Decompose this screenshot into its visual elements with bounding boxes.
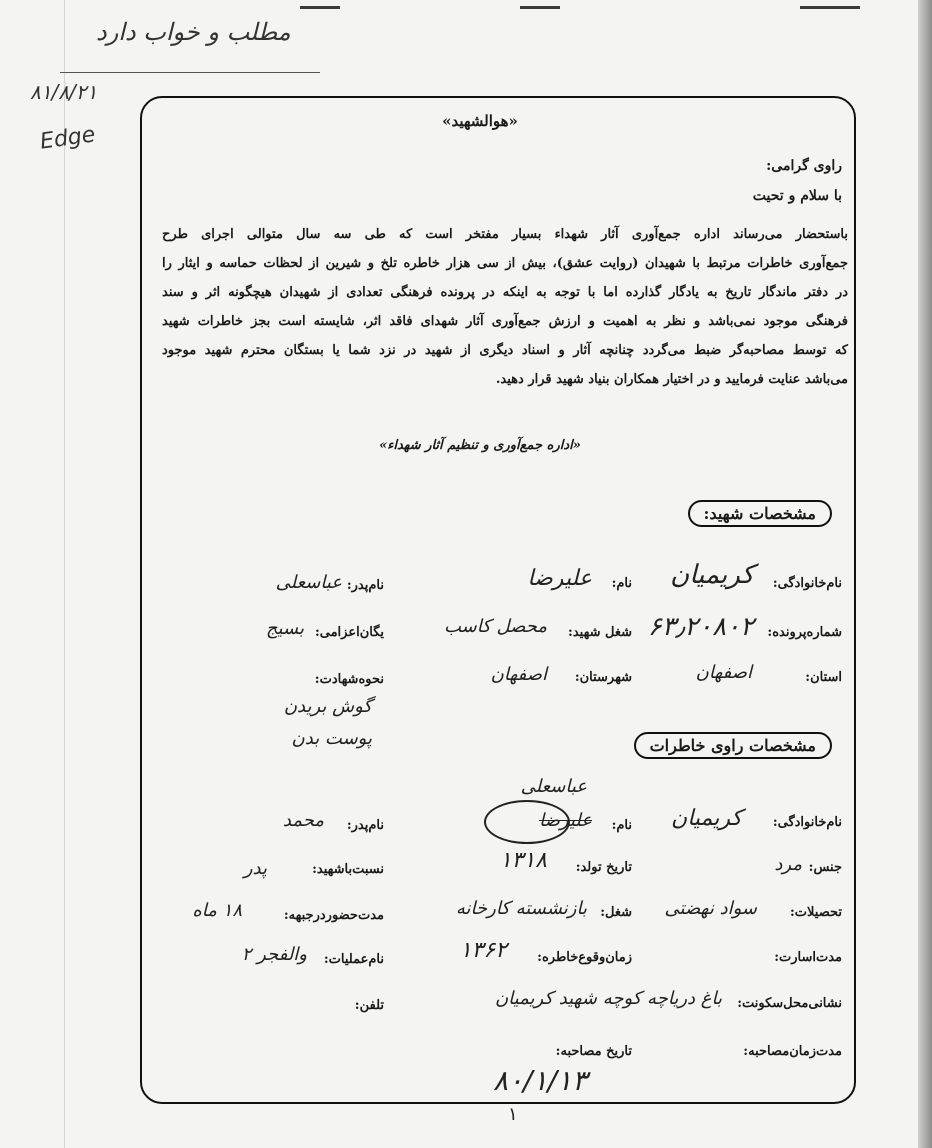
narrator-name-struck-value: علیرضا bbox=[539, 810, 592, 831]
margin-note-top: مطلب و خواب دارد bbox=[96, 18, 291, 46]
narrator-phone-label: تلفن: bbox=[354, 998, 384, 1013]
intro-paragraph bbox=[162, 220, 848, 394]
martyr-file-number-label: شماره‌پرونده: bbox=[767, 625, 842, 640]
narrator-job-label: شغل: bbox=[600, 905, 632, 920]
narrator-name-above-value: عباسعلی bbox=[520, 776, 587, 797]
martyr-file-number-value: ۶۳٫۲۰۸۰۲ bbox=[647, 612, 754, 642]
martyr-unit-label: یگان‌اعزامی: bbox=[314, 625, 384, 640]
narrator-interview-date-value: ۸۰/۱/۱۳ bbox=[492, 1064, 587, 1097]
paragraph-line: در دفتر ماندگار تاریخ به یادگار گذارده اما با توجه به اینکه در پرونده فرهنگی تعدادی از شهیدان هیچگونه اثر و سند bbox=[162, 285, 848, 300]
martyr-name-label: نام: bbox=[611, 576, 632, 591]
narrator-name-label: نام: bbox=[611, 818, 632, 833]
margin-initials: Edge bbox=[38, 122, 97, 155]
page-title: «هوالشهید» bbox=[442, 112, 518, 130]
narrator-section-heading: مشخصات راوی خاطرات bbox=[634, 732, 832, 759]
scanner-edge bbox=[918, 0, 932, 1148]
narrator-interview-date-label: تاریخ مصاحبه: bbox=[555, 1044, 632, 1059]
martyr-father-name-value: عباسعلی bbox=[275, 572, 342, 593]
top-scan-mark bbox=[520, 6, 560, 9]
martyr-martyrdom-type-value: پوست بدن bbox=[291, 728, 372, 749]
narrator-captivity-label: مدت‌اسارت: bbox=[774, 950, 842, 965]
martyr-name-value: علیرضا bbox=[527, 566, 592, 591]
salutation-line-2: با سلام و تحیت bbox=[752, 188, 842, 204]
narrator-father-name-value: محمد bbox=[282, 810, 324, 831]
page-fold-line bbox=[64, 0, 65, 1148]
top-scan-mark bbox=[800, 6, 860, 9]
paragraph-line: جمع‌آوری خاطرات مرتبط با شهیدان (روایت عشق)، بیش از سی هزار خاطره تلخ و شیرین از لحظات حماسه و ایثار را bbox=[162, 256, 848, 271]
martyr-province-label: استان: bbox=[805, 670, 842, 685]
martyr-martyrdom-type-label: نحوه‌شهادت: bbox=[314, 672, 384, 687]
narrator-family-name-label: نام‌خانوادگی: bbox=[772, 815, 842, 830]
martyr-family-name-label: نام‌خانوادگی: bbox=[772, 576, 842, 591]
margin-underline bbox=[60, 72, 320, 73]
narrator-front-duration-value: ۱۸ ماه bbox=[192, 900, 242, 921]
narrator-memory-time-value: ۱۳۶۲ bbox=[459, 938, 507, 963]
paragraph-line: که توسط مصاحبه‌گر ضبط می‌گردد چنانچه آثار و اسناد دیگری از شهید در نزد شما یا بستگان محترم شهید موجود bbox=[162, 343, 848, 358]
salutation-line-1: راوی گرامی: bbox=[766, 158, 842, 174]
narrator-education-value: سواد نهضتی bbox=[664, 898, 757, 919]
narrator-birth-date-value: ۱۳۱۸ bbox=[499, 848, 547, 873]
margin-date-note: ۸۱/۸/۲۱ bbox=[30, 80, 98, 104]
martyr-province-value: اصفهان bbox=[695, 662, 752, 683]
narrator-gender-value: مرد bbox=[774, 854, 802, 875]
narrator-gender-label: جنس: bbox=[808, 860, 842, 875]
narrator-front-duration-label: مدت‌حضور‌در‌جبهه: bbox=[283, 908, 384, 923]
name-circle-mark bbox=[484, 800, 570, 844]
martyr-martyrdom-type-value: گوش بریدن bbox=[283, 696, 372, 717]
martyr-father-name-label: نام‌پدر: bbox=[346, 578, 384, 593]
narrator-birth-date-label: تاریخ تولد: bbox=[575, 860, 632, 875]
martyr-occupation-label: شغل شهید: bbox=[568, 625, 632, 640]
narrator-address-label: نشانی‌محل‌سکونت: bbox=[737, 996, 842, 1011]
office-signature: «اداره جمع‌آوری و تنظیم آثار شهداء» bbox=[379, 438, 581, 453]
narrator-education-label: تحصیلات: bbox=[790, 905, 842, 920]
martyr-unit-value: بسیج bbox=[265, 618, 304, 639]
martyr-occupation-value: محصل کاسب bbox=[443, 616, 547, 637]
martyr-city-value: اصفهان bbox=[490, 664, 547, 685]
top-scan-mark bbox=[300, 6, 340, 9]
martyr-family-name-value: کریمیان bbox=[670, 560, 754, 590]
narrator-relation-value: پدر bbox=[243, 858, 267, 879]
martyr-section-heading: مشخصات شهید: bbox=[688, 500, 832, 527]
paragraph-line: باستحضار می‌رساند اداره جمع‌آوری آثار شهداء بسیار مفتخر است که طی سه سال متوالی اجرای طرح bbox=[162, 227, 848, 242]
narrator-father-name-label: نام‌پدر: bbox=[346, 818, 384, 833]
martyr-city-label: شهرستان: bbox=[574, 670, 632, 685]
narrator-operation-label: نام‌عملیات: bbox=[323, 952, 384, 967]
paragraph-line: فرهنگی موجود نمی‌باشد و نظر به اهمیت و ارزش جمع‌آوری آثار شهدای فاقد اثر، شایسته است بجز خاطرات شهید bbox=[162, 314, 848, 329]
narrator-address-value: باغ دریاچه کوچه شهید کریمیان bbox=[494, 988, 722, 1009]
page-number-mark: ۱ bbox=[508, 1104, 518, 1125]
paragraph-line: می‌باشد عنایت فرمایید و در اختیار همکاران بنیاد شهید قرار دهید. bbox=[495, 372, 848, 387]
narrator-memory-time-label: زمان‌وقوع‌خاطره: bbox=[537, 950, 632, 965]
narrator-operation-value: والفجر ۲ bbox=[241, 944, 307, 965]
narrator-family-name-value: کریمیان bbox=[671, 806, 742, 831]
narrator-job-value: بازنشسته کارخانه bbox=[455, 898, 587, 919]
narrator-relation-label: نسبت‌با‌شهید: bbox=[312, 862, 384, 877]
narrator-interview-duration-label: مدت‌زمان‌مصاحبه: bbox=[743, 1044, 842, 1059]
